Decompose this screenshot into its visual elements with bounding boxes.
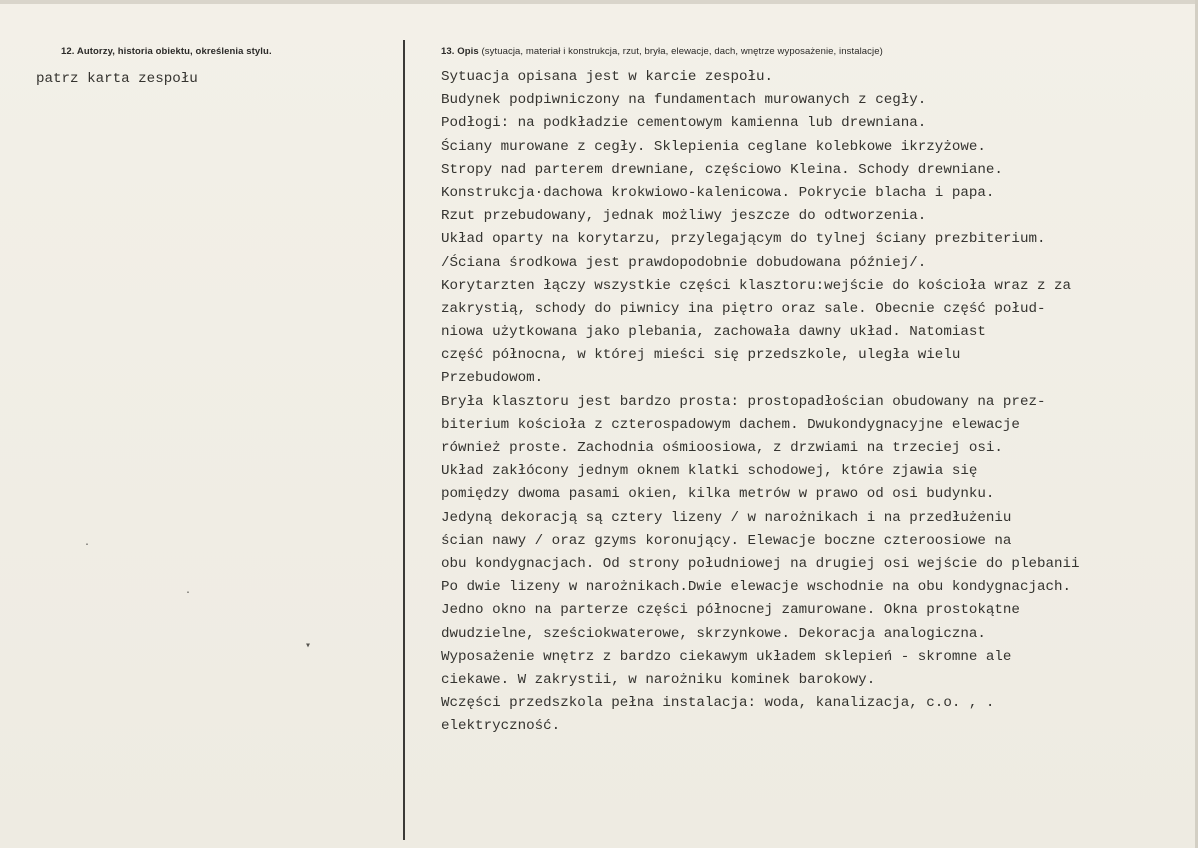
description-line: Jedyną dekoracją są cztery lizeny / w narożnikach i na przedłużeniu [441,509,1012,526]
description-line: Ściany murowane z cegły. Sklepienia ceglane kolebkowe ikrzyżowe. [441,138,986,155]
description-line: Sytuacja opisana jest w karcie zespołu. [441,69,774,85]
paper-speck: · [185,588,192,599]
description-line: Rzut przebudowany, jednak możliwy jeszcze do odtworzenia. [441,208,927,225]
description-line: elektryczność. [441,718,561,735]
section-12-text: patrz karta zespołu [36,71,198,87]
description-line: Budynek podpiwniczony na fundamentach murowanych z cegły. [441,92,927,109]
paper-speck: ▾ [305,641,312,652]
description-line: /Ściana środkowa jest prawdopodobnie dobudowana później/. [441,254,927,271]
description-line: Stropy nad parterem drewniane, częściowo Kleina. Schody drewniane. [441,161,1003,178]
section-13-heading [441,46,883,57]
description-line: Układ zakłócony jednym oknem klatki schodowej, które zjawia się [441,463,978,480]
description-line: Układ oparty na korytarzu, przylegającym do tylnej ściany prezbiterium. [441,231,1046,248]
description-line: Konstrukcja·dachowa krokwiowo-kalenicowa. Pokrycie blacha i papa. [441,184,995,201]
section-12-heading-text: 12. Autorzy, historia obiektu, określenia stylu. [61,46,272,57]
column-divider [403,40,405,840]
description-line: dwudzielne, sześciokwaterowe, skrzynkowe. Dekoracja analogiczna. [441,625,986,642]
paper-speck: · [84,540,91,551]
section-13-heading-sub: (sytuacja, materiał i konstrukcja, rzut, bryła, elewacje, dach, wnętrze wyposażenie, instalacje) [481,46,883,57]
description-line: ciekawe. W zakrystii, w narożniku kominek barokowy. [441,671,876,688]
description-line: Korytarzten łączy wszystkie części klasztoru:wejście do kościoła wraz z za [441,277,1072,294]
section-12-heading [61,46,272,57]
description-line: Po dwie lizeny w narożnikach.Dwie elewacje wschodnie na obu kondygnacjach. [441,579,1072,596]
description-line: Jedno okno na parterze części północnej zamurowane. Okna prostokątne [441,602,1020,619]
page-edge-top [0,0,1198,4]
description-line: Podłogi: na podkładzie cementowym kamienna lub drewniana. [441,115,927,132]
description-line: niowa użytkowana jako plebania, zachowała dawny układ. Natomiast [441,324,986,341]
description-line: ścian nawy / oraz gzyms koronujący. Elewacje boczne czteroosiowe na [441,532,1012,549]
section-13-heading-main: 13. Opis [441,46,479,57]
description-line: obu kondygnacjach. Od strony południowej na drugiej osi wejście do plebanii [441,555,1080,572]
description-line: Przebudowom. [441,370,544,387]
description-line: Bryła klasztoru jest bardzo prosta: prostopadłościan obudowany na prez- [441,393,1046,410]
description-line: również proste. Zachodnia ośmioosiowa, z drzwiami na trzeciej osi. [441,440,1003,456]
description-line: pomiędzy dwoma pasami okien, kilka metrów w prawo od osi budynku. [441,486,995,503]
description-line: zakrystią, schody do piwnicy ina piętro oraz sale. Obecnie część połud- [441,300,1046,317]
description-line: Wczęści przedszkola pełna instalacja: woda, kanalizacja, c.o. , . [441,695,995,712]
description-line: Wyposażenie wnętrz z bardzo ciekawym układem sklepień - skromne ale [441,648,1012,665]
section-13-description [441,66,1198,738]
description-line: biterium kościoła z czterospadowym dachem. Dwukondygnacyjne elewacje [441,416,1020,433]
description-line: część północna, w której mieści się przedszkole, uległa wielu [441,347,961,364]
